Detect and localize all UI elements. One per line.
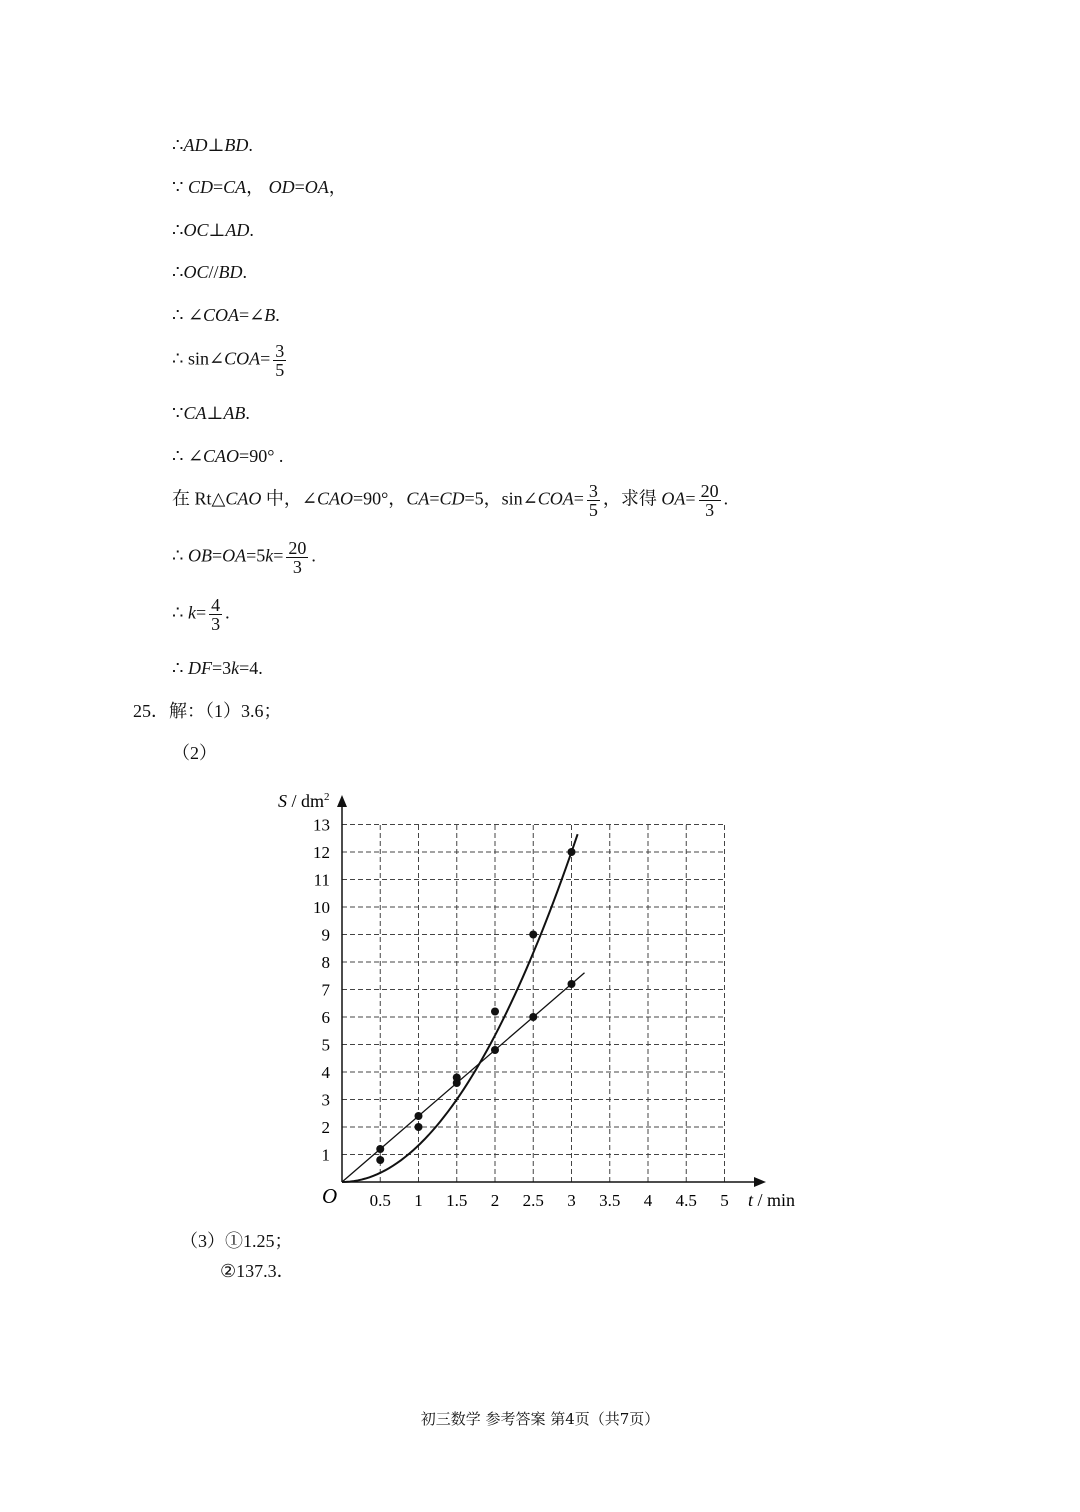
x-axis-arrow: [754, 1177, 766, 1187]
fraction-3-5: $\frac{3}{5}$: [275, 341, 285, 380]
axes: [337, 795, 766, 1187]
fraction-4-3: $\frac{4}{3}$: [211, 595, 221, 634]
y-tick-label: 11: [313, 870, 330, 890]
x-tick-label: 2.5: [522, 1191, 544, 1210]
proof-line-1: ∴AD⊥BD.: [172, 135, 253, 155]
y-tick-label: 3: [321, 1090, 330, 1110]
x-tick-label: 1.5: [446, 1191, 468, 1210]
proof-line-7: ∵CA⊥AB.: [172, 403, 250, 423]
y-axis-arrow: [337, 795, 347, 807]
y-tick-label: 13: [313, 815, 330, 835]
segment-ad: AD: [183, 135, 208, 155]
y-tick-label: 7: [321, 980, 330, 1000]
x-tick-label: 4.5: [675, 1191, 697, 1210]
y-tick-label: 5: [321, 1035, 330, 1055]
y-tick-label: 9: [321, 925, 330, 945]
segment-bd: BD: [224, 135, 249, 155]
proof-line-11: ∴ k= $\frac{4}{3}$ .: [172, 595, 230, 634]
x-axis-label: t / min: [748, 1190, 796, 1210]
y-tick-label: 8: [321, 953, 330, 972]
origin-label: O: [322, 1184, 338, 1208]
y-tick-label: 1: [321, 1145, 330, 1165]
perpendicular-symbol: ⊥: [207, 135, 225, 155]
therefore-symbol: ∴: [172, 135, 184, 155]
parallel-symbol: //: [208, 262, 219, 282]
x-tick-label: 1: [414, 1191, 423, 1210]
s-t-graph: [270, 785, 830, 1225]
y-axis-label: S / $dm^2$: [278, 791, 330, 811]
fitted-curves: [342, 834, 585, 1182]
y-tick-label: 6: [321, 1008, 330, 1027]
data-point: [529, 1013, 537, 1021]
y-tick-label: 12: [313, 843, 330, 862]
data-point: [415, 1112, 423, 1120]
x-tick-label: 4: [643, 1191, 653, 1210]
data-point: [529, 931, 537, 939]
fraction-3-5: $\frac{3}{5}$: [588, 481, 598, 520]
question-25-part-2: （2）: [172, 743, 217, 763]
data-point: [491, 1046, 499, 1054]
data-point: [568, 980, 576, 988]
page-footer: 初三数学 参考答案 第4页（共7页）: [420, 1410, 660, 1428]
proof-line-8: ∴ ∠CAO=90° .: [172, 446, 284, 466]
x-tick-label: 2: [490, 1191, 500, 1210]
data-point: [453, 1074, 461, 1082]
x-tick-label: 3.5: [599, 1191, 621, 1210]
data-point: [415, 1123, 423, 1131]
proof-line-10: ∴ OB=OA=5k= $\frac{20}{3}$ .: [172, 538, 316, 577]
x-tick-labels: [370, 1191, 729, 1210]
question-25-part-3a: （3）①1.25；: [180, 1231, 293, 1251]
data-point: [491, 1008, 499, 1016]
series-curve: [342, 834, 578, 1182]
proof-line-6: ∴ sin∠COA= $\frac{3}{5}$: [172, 341, 285, 380]
y-tick-label: 4: [321, 1063, 330, 1082]
y-tick-labels: [313, 816, 331, 1165]
fraction-20-3: $\frac{20}{3}$: [288, 538, 307, 577]
grid: [342, 825, 725, 1183]
proof-line-5: ∴ ∠COA=∠B.: [172, 305, 280, 325]
data-point: [376, 1145, 384, 1153]
proof-line-3: ∴OC⊥AD.: [172, 220, 254, 240]
proof-line-12: ∴ DF=3k=4.: [172, 658, 263, 678]
question-25-part-3b: ②137.3．: [220, 1261, 295, 1281]
y-tick-label: 10: [313, 898, 330, 917]
y-tick-label: 2: [321, 1118, 330, 1137]
proof-line-2: ∵ CD=CA， OD=OA，: [172, 177, 347, 197]
data-point: [568, 848, 576, 856]
x-tick-label: 5: [720, 1191, 729, 1210]
question-25-part-1: 25．解：（1）3.6；: [133, 701, 282, 721]
x-tick-label: 3: [567, 1191, 576, 1210]
x-tick-label: 0.5: [369, 1191, 391, 1210]
angle-symbol: ∠: [187, 305, 204, 325]
because-symbol: ∵: [172, 177, 184, 197]
fraction-20-3: $\frac{20}{3}$: [700, 481, 719, 520]
proof-line-4: ∴OC//BD.: [172, 262, 247, 282]
proof-line-9: 在 Rt△CAO 中，∠CAO=90°，CA=CD=5，sin∠COA= $\frac{3}{5}$ ，求得 OA= $\frac{20}{3}$ .: [172, 481, 729, 520]
data-point: [376, 1156, 384, 1164]
